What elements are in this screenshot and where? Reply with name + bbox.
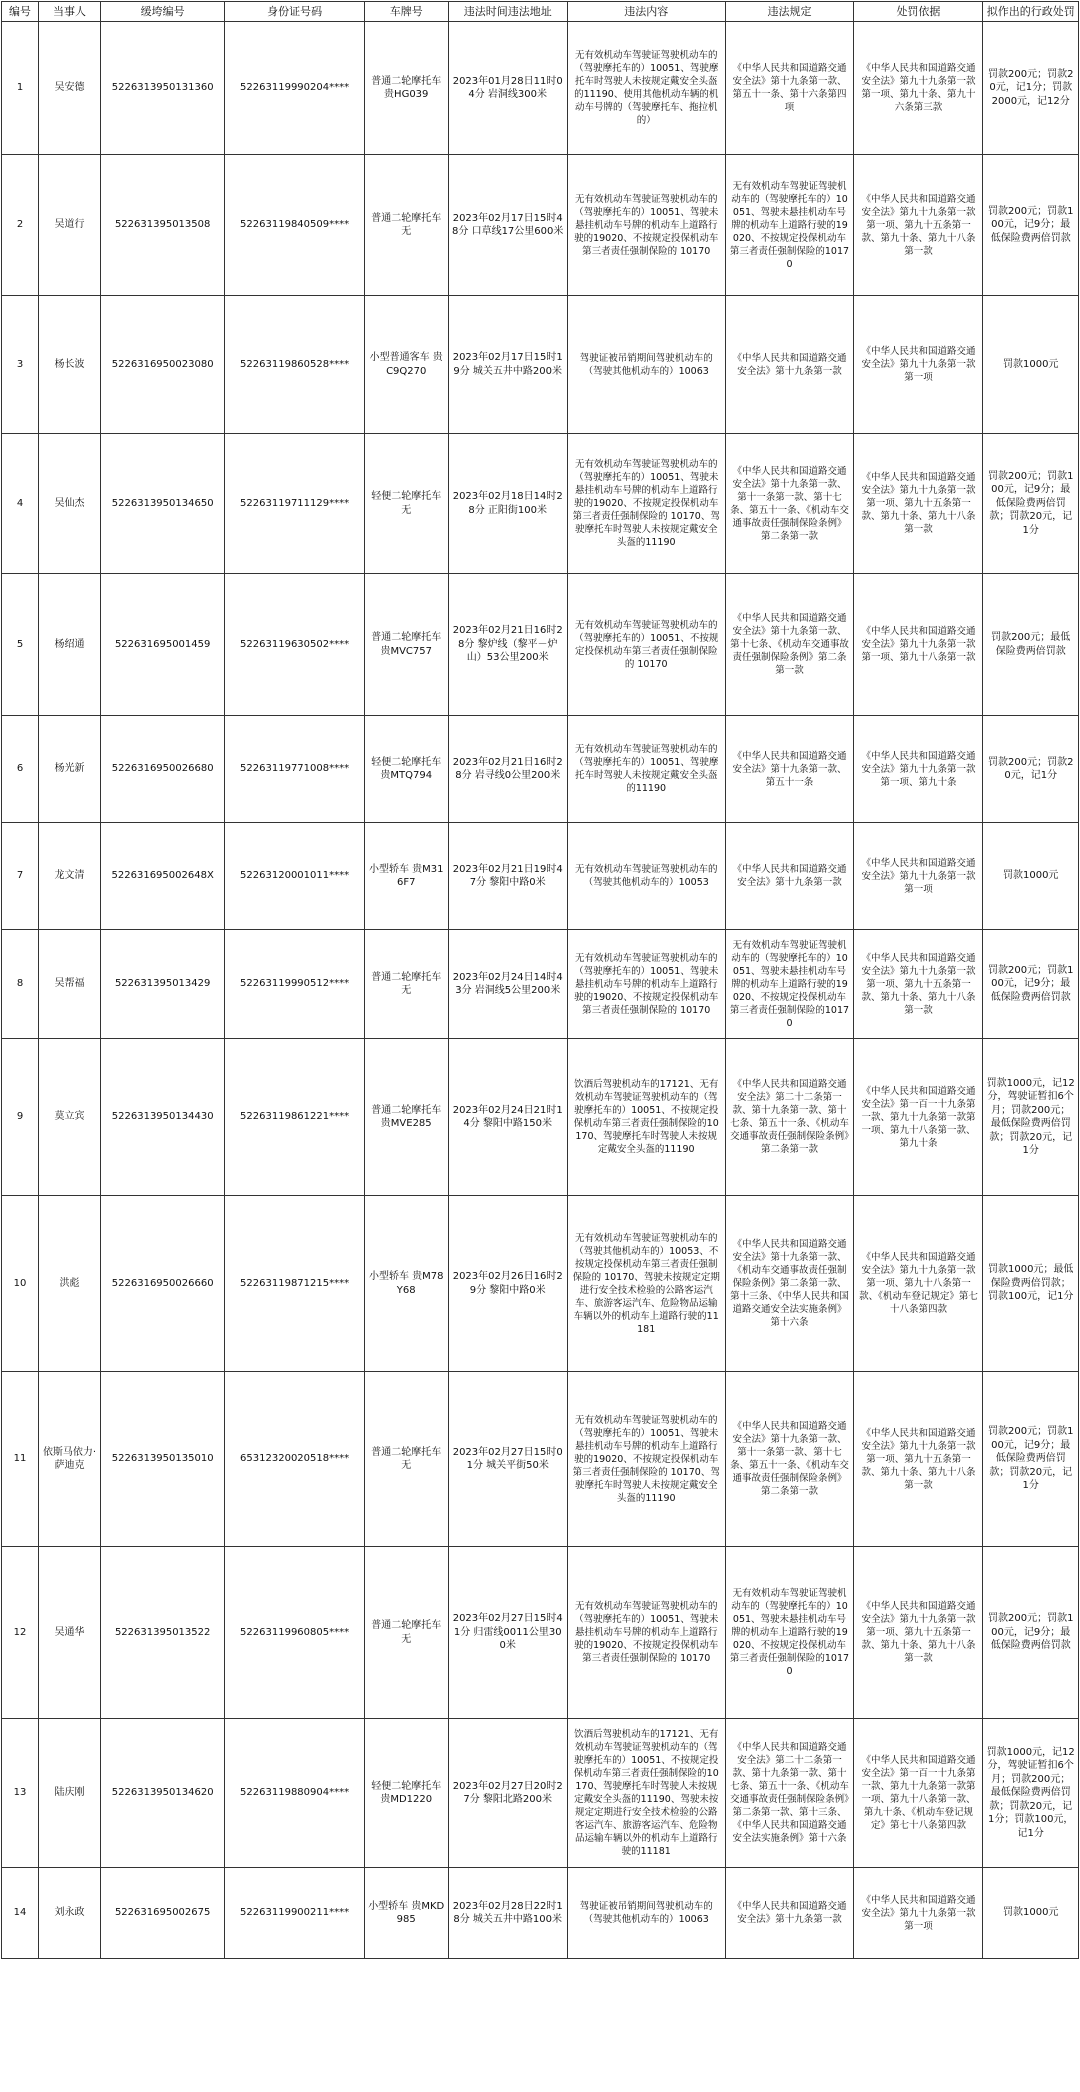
header-time-location: 违法时间违法地址 [448,2,567,22]
case-number: 522631395013462​0 [101,1719,225,1868]
row-number: 4 [2,434,39,574]
table-row [2,1196,1079,1372]
table-row [2,155,1079,296]
table-row [2,1372,1079,1547]
table-row [2,823,1079,930]
penalty-basis: 《中华人民共和国道路交通安全法》第一百一十九条第一款、第九十九条第一款第一项、第九十八条第一款、第九十条 [854,1039,983,1196]
header-proposed-penalty: 拟作出的行政处罚 [983,2,1079,22]
id-number: 52263119990204**** [225,22,365,155]
header-id-number: 身份证号码 [225,2,365,22]
id-number: 52263119900211**** [225,1868,365,1959]
id-number: 52263119990512**** [225,930,365,1039]
table-row [2,930,1079,1039]
violation-content: 无有效机动车驾驶证驾驶机动车的（驾驶摩托车的）10051、驾驶未悬挂机动车号牌的机动车上道路行驶的19020、不按规定投保机动车第三者责任强制保险的 10170 [567,930,725,1039]
violation-time-location: 2023年02月26日16时29分 黎阳中路0米 [448,1196,567,1372]
violation-content: 驾驶证被吊销期间驾驶机动车的（驾驶其他机动车的）10063 [567,1868,725,1959]
violation-rule: 《中华人民共和国道路交通安全法》第十九条第一款、第五十一条、第十六条第四项 [725,22,854,155]
proposed-penalty: 罚款1000元，记12分，驾驶证暂扣6个月；罚款200元；最低保险费两倍罚款；罚款20元，记1分；罚款100元，记1分 [983,1719,1079,1868]
violation-rule: 无有效机动车驾驶证驾驶机动车的（驾驶摩托车的）10051、驾驶未悬挂机动车号牌的机动车上道路行驶的19020、不按规定投保机动车第三者责任强制保险的10170 [725,155,854,296]
penalty-basis: 《中华人民共和国道路交通安全法》第九十九条第一款第一项 [854,823,983,930]
id-number: 52263119860528**** [225,296,365,434]
violation-content: 无有效机动车驾驶证驾驶机动车的（驾驶其他机动车的）10053、不按规定投保机动车第三者责任强制保险的 10170、驾驶未按规定定期进行安全技术检验的公路客运汽车、旅游客运汽车、危险物品运输车辆以外的机动车上道路行驶的11181 [567,1196,725,1372]
penalty-basis: 《中华人民共和国道路交通安全法》第九十九条第一款第一项 [854,1868,983,1959]
proposed-penalty: 罚款1000元，记12分，驾驶证暂扣6个月；罚款200元；最低保险费两倍罚款；罚款20元，记1分 [983,1039,1079,1196]
row-number: 12 [2,1547,39,1719]
plate-number: 轻便二轮摩托车 贵MD1220 [364,1719,448,1868]
violation-rule: 无有效机动车驾驶证驾驶机动车的（驾驶摩托车的）10051、驾驶未悬挂机动车号牌的机动车上道路行驶的19020、不按规定投保机动车第三者责任强制保险的10170 [725,1547,854,1719]
violation-rule: 《中华人民共和国道路交通安全法》第十九条第一款、第五十一条 [725,716,854,823]
violation-content: 饮酒后驾驶机动车的17121、无有效机动车驾驶证驾驶机动车的（驾驶摩托车的）10051、不按规定投保机动车第三者责任强制保险的10170、驾驶摩托车时驾驶人未按规定戴安全头盔的11190、驾驶未按规定定期进行安全技术检验的公路客运汽车、旅游客运汽车、危险物品运输车辆以外的机动车上道路行驶的11181 [567,1719,725,1868]
violation-content: 饮酒后驾驶机动车的17121、无有效机动车驾驶证驾驶机动车的（驾驶摩托车的）10051、不按规定投保机动车第三者责任强制保险的10170、驾驶摩托车时驾驶人未按规定戴安全头盔的11190 [567,1039,725,1196]
violation-content: 无有效机动车驾驶证驾驶机动车的（驾驶其他机动车的）10053 [567,823,725,930]
penalty-basis: 《中华人民共和国道路交通安全法》第九十九条第一款第一项、第九十五条第一款、第九十条、第九十八条第一款 [854,930,983,1039]
header-violation-content: 违法内容 [567,2,725,22]
violation-time-location: 2023年02月24日21时14分 黎阳中路150米 [448,1039,567,1196]
case-number: 522631395013429 [101,930,225,1039]
violation-time-location: 2023年02月21日16时28分 岩寻线0公里200米 [448,716,567,823]
proposed-penalty: 罚款200元；罚款100元，记9分；最低保险费两倍罚款；罚款20元，记1分 [983,434,1079,574]
case-number: 522631395013443​0 [101,1039,225,1196]
violation-time-location: 2023年02月27日15时41分 归雷线0011公里300米 [448,1547,567,1719]
plate-number: 普通二轮摩托车 无 [364,930,448,1039]
case-number: 522631695002666​0 [101,1196,225,1372]
violation-content: 无有效机动车驾驶证驾驶机动车的（驾驶摩托车的）10051、不按规定投保机动车第三者责任强制保险的 10170 [567,574,725,716]
row-number: 2 [2,155,39,296]
penalty-basis: 《中华人民共和国道路交通安全法》第九十九条第一款第一项、第九十五条第一款、第九十条、第九十八条第一款 [854,434,983,574]
case-number: 522631695002668​0 [101,716,225,823]
violation-rule: 《中华人民共和国道路交通安全法》第十九条第一款 [725,296,854,434]
row-number: 11 [2,1372,39,1547]
case-number: 522631695002648X [101,823,225,930]
plate-number: 小型轿车 贵M316F7 [364,823,448,930]
row-number: 14 [2,1868,39,1959]
row-number: 10 [2,1196,39,1372]
table-row [2,1039,1079,1196]
violation-rule: 《中华人民共和国道路交通安全法》第十九条第一款、第十七条、《机动车交通事故责任强制保险条例》第二条第一款 [725,574,854,716]
header-party: 当事人 [39,2,101,22]
plate-number: 普通二轮摩托车 贵HG039 [364,22,448,155]
plate-number: 轻便二轮摩托车 无 [364,434,448,574]
violation-content: 无有效机动车驾驶证驾驶机动车的（驾驶摩托车的）10051、驾驶未悬挂机动车号牌的机动车上道路行驶的19020、不按规定投保机动车第三者责任强制保险的 10170 [567,155,725,296]
penalty-basis: 《中华人民共和国道路交通安全法》第九十九条第一款第一项、第九十五条第一款、第九十条、第九十八条第一款 [854,155,983,296]
penalty-basis: 《中华人民共和国道路交通安全法》第九十九条第一款第一项、第九十五条第一款、第九十条、第九十八条第一款 [854,1372,983,1547]
row-number: 7 [2,823,39,930]
penalty-basis: 《中华人民共和国道路交通安全法》第九十九条第一款第一项、第九十八条第一款 [854,574,983,716]
header-no: 编号 [2,2,39,22]
row-number: 3 [2,296,39,434]
violation-rule: 《中华人民共和国道路交通安全法》第十九条第一款 [725,823,854,930]
violation-time-location: 2023年02月28日22时18分 城关五井中路100米 [448,1868,567,1959]
case-number: 522631395013465​0 [101,434,225,574]
header-violation-rule: 违法规定 [725,2,854,22]
table-row [2,574,1079,716]
proposed-penalty: 罚款200元；罚款100元，记9分；最低保险费两倍罚款 [983,155,1079,296]
party-name: 刘永政 [39,1868,101,1959]
table-row [2,1868,1079,1959]
row-number: 5 [2,574,39,716]
penalty-basis: 《中华人民共和国道路交通安全法》第一百一十九条第一款、第九十九条第一款第一项、第九十八条第一款、第九十条、《机动车登记规定》第七十八条第四款 [854,1719,983,1868]
row-number: 8 [2,930,39,1039]
case-number: 522631395013508 [101,155,225,296]
id-number: 52263119871215**** [225,1196,365,1372]
id-number: 65312320020518**** [225,1372,365,1547]
id-number: 52263119630502**** [225,574,365,716]
plate-number: 普通二轮摩托车 贵MVC757 [364,574,448,716]
violation-time-location: 2023年02月21日19时47分 黎阳中路0米 [448,823,567,930]
penalty-notice-table [1,1,1079,1959]
id-number: 52263119960805**** [225,1547,365,1719]
violation-rule: 《中华人民共和国道路交通安全法》第十九条第一款、第十一条第一款、第十七条、第五十一条、《机动车交通事故责任强制保险条例》第二条第一款 [725,1372,854,1547]
case-number: 522631395013501​0 [101,1372,225,1547]
violation-content: 无有效机动车驾驶证驾驶机动车的（驾驶摩托车的）10051、驾驶未悬挂机动车号牌的机动车上道路行驶的19020、不按规定投保机动车第三者责任强制保险的 10170、驾驶摩托车时驾驶人未按规定戴安全头盔的11190 [567,434,725,574]
table-row [2,296,1079,434]
proposed-penalty: 罚款200元；罚款20元，记1分 [983,716,1079,823]
header-plate: 车牌号 [364,2,448,22]
row-number: 6 [2,716,39,823]
penalty-basis: 《中华人民共和国道路交通安全法》第九十九条第一款第一项、第九十五条第一款、第九十条、第九十八条第一款 [854,1547,983,1719]
violation-content: 驾驶证被吊销期间驾驶机动车的（驾驶其他机动车的）10063 [567,296,725,434]
row-number: 9 [2,1039,39,1196]
penalty-basis: 《中华人民共和国道路交通安全法》第九十九条第一款第一项、第九十条 [854,716,983,823]
violation-time-location: 2023年02月17日15时48分 口草线17公里600米 [448,155,567,296]
violation-rule: 《中华人民共和国道路交通安全法》第十九条第一款、《机动车交通事故责任强制保险条例》第二条第一款、第十三条、《中华人民共和国道路交通安全法实施条例》第十六条 [725,1196,854,1372]
case-number: 522631695002675 [101,1868,225,1959]
party-name: 杨光新 [39,716,101,823]
plate-number: 普通二轮摩托车 无 [364,1547,448,1719]
proposed-penalty: 罚款1000元；最低保险费两倍罚款；罚款100元，记1分 [983,1196,1079,1372]
violation-content: 无有效机动车驾驶证驾驶机动车的（驾驶摩托车的）10051、驾驶未悬挂机动车号牌的机动车上道路行驶的19020、不按规定投保机动车第三者责任强制保险的 10170 [567,1547,725,1719]
table-row [2,1547,1079,1719]
penalty-basis: 《中华人民共和国道路交通安全法》第九十九条第一款第一项、第九十条、第九十六条第三款 [854,22,983,155]
party-name: 陆庆刚 [39,1719,101,1868]
violation-time-location: 2023年02月21日16时28分 黎炉线（黎平－炉山）53公里200米 [448,574,567,716]
id-number: 52263119880904**** [225,1719,365,1868]
plate-number: 普通二轮摩托车 贵MVE285 [364,1039,448,1196]
party-name: 莫立宾 [39,1039,101,1196]
violation-time-location: 2023年02月27日20时27分 黎阳北路200米 [448,1719,567,1868]
proposed-penalty: 罚款200元；罚款100元，记9分；最低保险费两倍罚款；罚款20元，记1分 [983,1372,1079,1547]
header-penalty-basis: 处罚依据 [854,2,983,22]
proposed-penalty: 罚款1000元 [983,296,1079,434]
table-row [2,1719,1079,1868]
id-number: 52263119840509**** [225,155,365,296]
party-name: 吴仙杰 [39,434,101,574]
party-name: 吴通华 [39,1547,101,1719]
id-number: 52263119711129**** [225,434,365,574]
party-name: 吴道行 [39,155,101,296]
party-name: 吴帮福 [39,930,101,1039]
plate-number: 小型普通客车 贵C9Q270 [364,296,448,434]
id-number: 52263120001011**** [225,823,365,930]
violation-rule: 《中华人民共和国道路交通安全法》第十九条第一款 [725,1868,854,1959]
plate-number: 普通二轮摩托车 无 [364,155,448,296]
plate-number: 小型轿车 贵MKD985 [364,1868,448,1959]
proposed-penalty: 罚款200元；最低保险费两倍罚款 [983,574,1079,716]
violation-content: 无有效机动车驾驶证驾驶机动车的（驾驶摩托车的）10051、驾驶未悬挂机动车号牌的机动车上道路行驶的19020、不按规定投保机动车第三者责任强制保险的 10170、驾驶摩托车时驾驶人未按规定戴安全头盔的11190 [567,1372,725,1547]
violation-time-location: 2023年01月28日11时04分 岩洞线300米 [448,22,567,155]
party-name: 洪彪 [39,1196,101,1372]
header-row [2,2,1079,22]
violation-rule: 《中华人民共和国道路交通安全法》第十九条第一款、第十一条第一款、第十七条、第五十一条、《机动车交通事故责任强制保险条例》第二条第一款 [725,434,854,574]
violation-time-location: 2023年02月24日14时43分 岩洞线5公里200米 [448,930,567,1039]
row-number: 13 [2,1719,39,1868]
proposed-penalty: 罚款200元；罚款100元，记9分；最低保险费两倍罚款 [983,1547,1079,1719]
case-number: 522631695001459 [101,574,225,716]
violation-rule: 《中华人民共和国道路交通安全法》第二十二条第一款、第十九条第一款、第十七条、第五十一条、《机动车交通事故责任强制保险条例》第二条第一款 [725,1039,854,1196]
plate-number: 小型轿车 贵M78Y68 [364,1196,448,1372]
table-row [2,22,1079,155]
violation-time-location: 2023年02月27日15时01分 城关平街50米 [448,1372,567,1547]
violation-content: 无有效机动车驾驶证驾驶机动车的（驾驶摩托车的）10051、驾驶摩托车时驾驶人未按规定戴安全头盔的11190、使用其他机动车辆的机动车号牌的（驾驶摩托车、拖拉机的） [567,22,725,155]
id-number: 52263119771008**** [225,716,365,823]
case-number: 522631695002308​0 [101,296,225,434]
plate-number: 轻便二轮摩托车 贵MTQ794 [364,716,448,823]
violation-time-location: 2023年02月18日14时28分 正阳街100米 [448,434,567,574]
case-number: 522631395013136​0 [101,22,225,155]
violation-content: 无有效机动车驾驶证驾驶机动车的（驾驶摩托车的）10051、驾驶摩托车时驾驶人未按规定戴安全头盔的11190 [567,716,725,823]
party-name: 依斯马依力·萨迪克 [39,1372,101,1547]
case-number: 522631395013522 [101,1547,225,1719]
id-number: 52263119861221**** [225,1039,365,1196]
table-row [2,434,1079,574]
plate-number: 普通二轮摩托车 无 [364,1372,448,1547]
violation-time-location: 2023年02月17日15时19分 城关五井中路200米 [448,296,567,434]
violation-rule: 《中华人民共和国道路交通安全法》第二十二条第一款、第十九条第一款、第十七条、第五十一条、《机动车交通事故责任强制保险条例》第二条第一款、第十三条、《中华人民共和国道路交通安全法实施条例》第十六条 [725,1719,854,1868]
proposed-penalty: 罚款1000元 [983,1868,1079,1959]
penalty-basis: 《中华人民共和国道路交通安全法》第九十九条第一款第一项、第九十八条第一款、《机动车登记规定》第七十八条第四款 [854,1196,983,1372]
header-case-number: 缓垮编号 [101,2,225,22]
party-name: 吴安德 [39,22,101,155]
proposed-penalty: 罚款200元；罚款20元，记1分；罚款2000元，记12分 [983,22,1079,155]
party-name: 杨长波 [39,296,101,434]
violation-rule: 无有效机动车驾驶证驾驶机动车的（驾驶摩托车的）10051、驾驶未悬挂机动车号牌的机动车上道路行驶的19020、不按规定投保机动车第三者责任强制保险的10170 [725,930,854,1039]
penalty-basis: 《中华人民共和国道路交通安全法》第九十九条第一款第一项 [854,296,983,434]
party-name: 杨绍通 [39,574,101,716]
proposed-penalty: 罚款1000元 [983,823,1079,930]
row-number: 1 [2,22,39,155]
party-name: 龙文清 [39,823,101,930]
table-row [2,716,1079,823]
proposed-penalty: 罚款200元；罚款100元，记9分；最低保险费两倍罚款 [983,930,1079,1039]
